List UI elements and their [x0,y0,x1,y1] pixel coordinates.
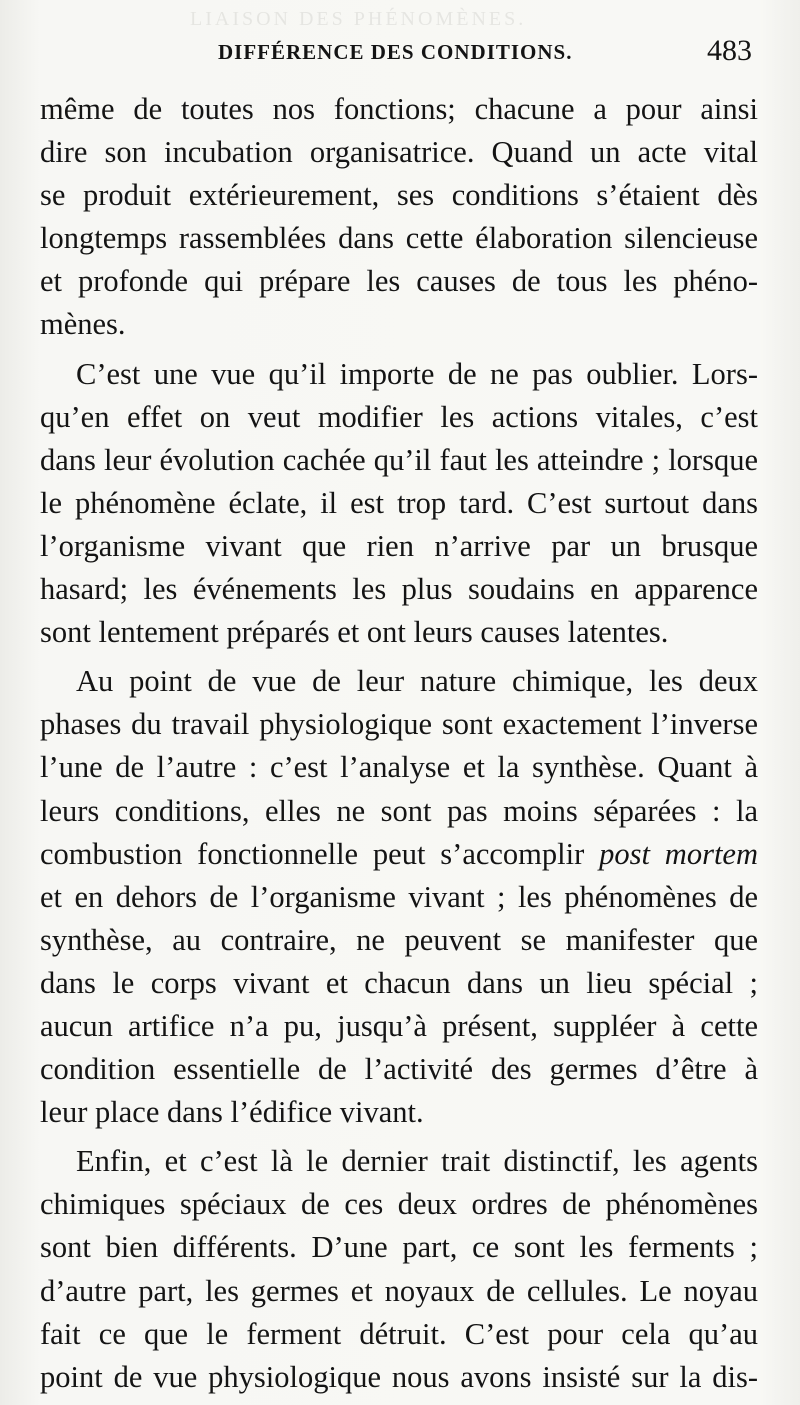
text-line: longtemps rassemblées dans cette élaboration silencieuse [40,221,758,256]
text-line: qu’en effet on veut modifier les actions vitales, c’est [40,399,758,434]
page-number: 483 [707,34,752,67]
paragraph-2 [40,353,758,655]
text-line: leurs conditions, elles ne sont pas moins séparées : la [40,793,758,828]
chapter-heading: DIFFÉRENCE DES CONDITIONS. [218,40,573,64]
text-line: d’autre part, les germes et noyaux de cellules. Le noyau [40,1273,758,1308]
text-line: Au point de vue de leur nature chimique, les deux [76,664,758,699]
text-line: point de vue physiologique nous avons insisté sur la dis- [40,1359,758,1394]
text-line: hasard; les événements les plus soudains en apparence [40,572,758,607]
text-line: l’organisme vivant que rien n’arrive par un brusque [40,528,758,563]
text-line: se produit extérieurement, ses conditions s’étaient dès [40,178,758,213]
show-through-text: LIAISON DES PHÉNOMÈNES. [190,8,527,30]
text-line: dans leur évolution cachée qu’il faut les atteindre ; lorsque [40,442,758,477]
text-line-with-italic [40,833,758,876]
text-line: dans le corps vivant et chacun dans un lieu spécial ; [40,965,758,1000]
text-segment: combustion fonctionnelle peut s’accomplir [40,836,600,871]
text-line: condition essentielle de l’activité des germes d’être à [40,1052,758,1087]
text-line: Enfin, et c’est là le dernier trait distinctif, les agents [76,1144,758,1179]
text-line: leur place dans l’édifice vivant. [40,1095,424,1130]
text-line: dire son incubation organisatrice. Quand un acte vital [40,135,758,170]
text-line: et en dehors de l’organisme vivant ; les phénomènes de [40,879,758,914]
text-line: fait ce que le ferment détruit. C’est pour cela qu’au [40,1316,758,1351]
paragraph-1 [40,88,758,347]
text-line: sont lentement préparés et ont leurs causes latentes. [40,615,669,650]
text-line: mènes. [40,307,126,342]
text-line: synthèse, au contraire, ne peuvent se manifester que [40,922,758,957]
italic-phrase: post mortem [599,836,758,871]
text-line: et profonde qui prépare les causes de tous les phéno- [40,264,758,299]
text-line: le phénomène éclate, il est trop tard. C’est surtout dans [40,485,758,520]
body-text [40,88,758,1405]
text-line: l’une de l’autre : c’est l’analyse et la synthèse. Quant à [40,750,758,785]
text-line: sont bien différents. D’une part, ce sont les ferments ; [40,1230,758,1265]
paragraph-4 [40,1140,758,1399]
text-line: chimiques spéciaux de ces deux ordres de phénomènes [40,1187,758,1222]
text-line: phases du travail physiologique sont exactement l’inverse [40,707,758,742]
text-line: C’est une vue qu’il importe de ne pas oublier. Lors- [76,356,758,391]
running-head [40,36,760,72]
paragraph-3 [40,660,758,1134]
text-line: même de toutes nos fonctions; chacune a pour ainsi [40,92,758,126]
text-line: aucun artifice n’a pu, jusqu’à présent, suppléer à cette [40,1008,758,1043]
